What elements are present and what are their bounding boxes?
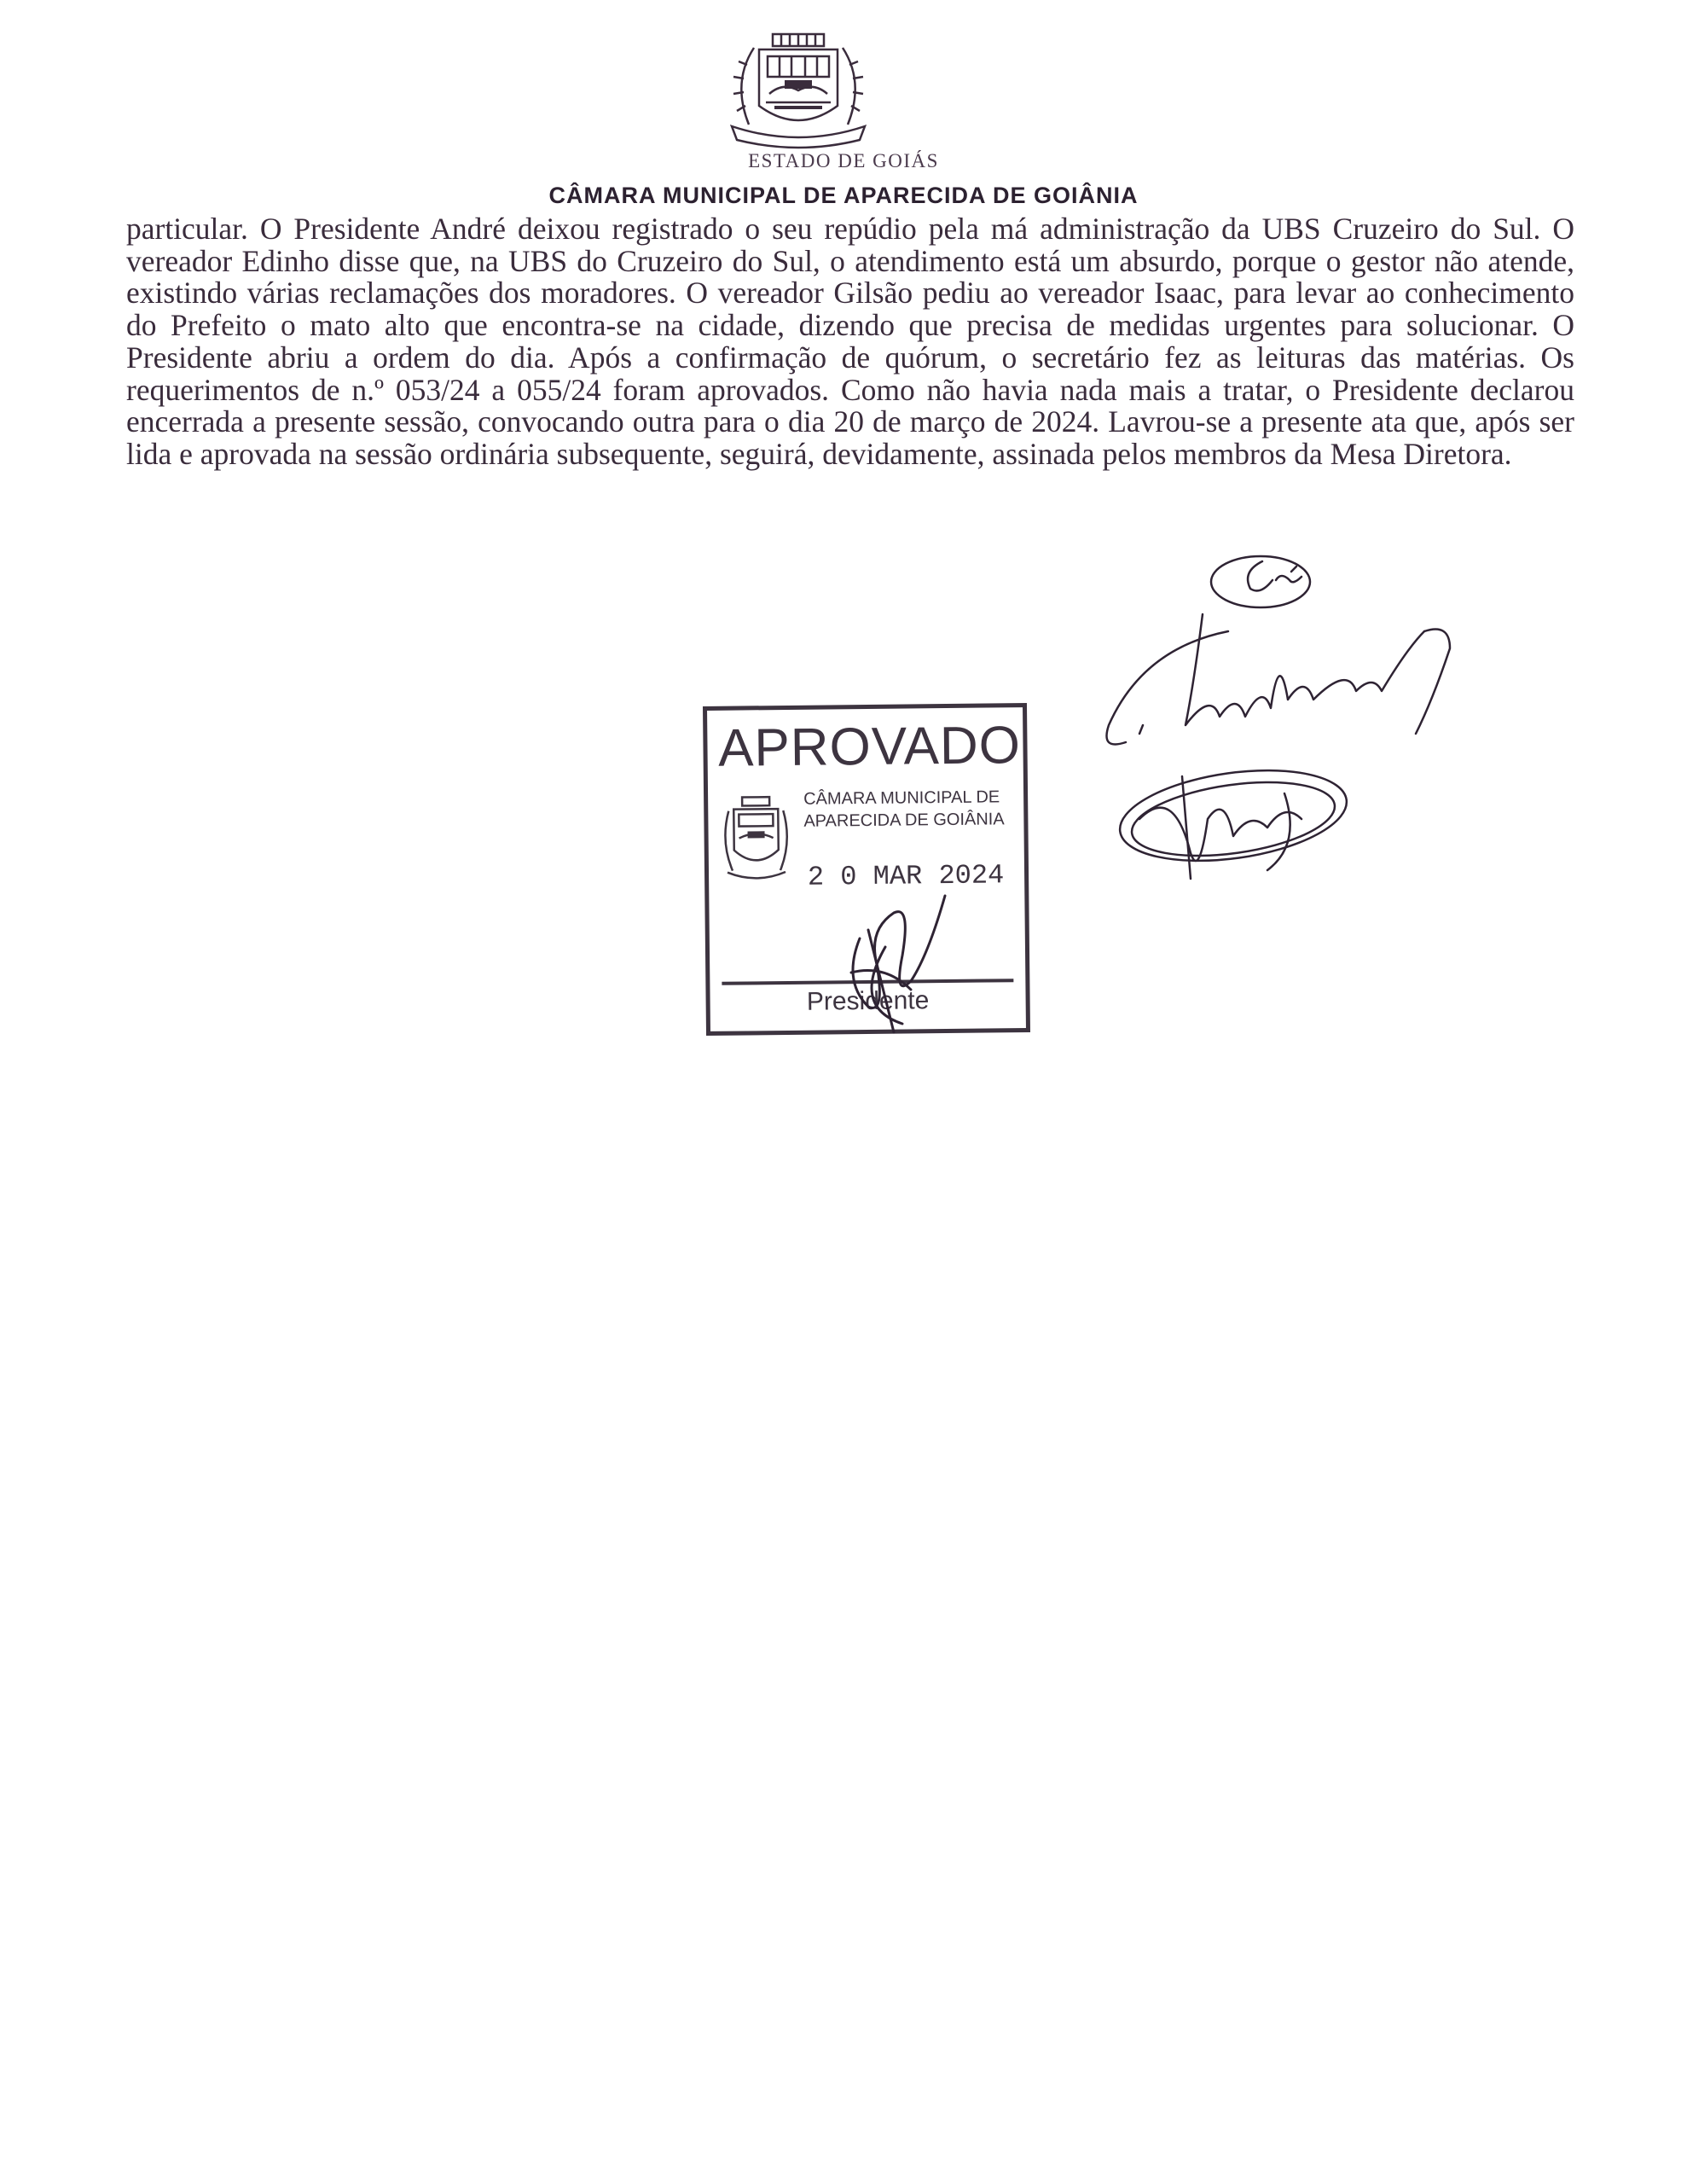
member-signature-cursive (1092, 597, 1484, 759)
chamber-name: CÂMARA MUNICIPAL DE APARECIDA DE GOIÂNIA (548, 183, 1139, 208)
stamp-date: 2 0 MAR 2024 (807, 859, 1005, 893)
stamp-crest-icon (722, 793, 791, 888)
stamp-role: Presidente (806, 986, 930, 1016)
stamp-org-line1: CÂMARA MUNICIPAL DE (803, 787, 1000, 809)
president-signature (834, 879, 962, 1041)
municipal-crest-icon (706, 31, 890, 150)
stamp-org-line2: APARECIDA DE GOIÂNIA (803, 810, 1005, 831)
stamp-title: APROVADO (717, 716, 1022, 778)
stamp-organization (803, 786, 1028, 833)
member-signature-flourish (1105, 759, 1353, 887)
minutes-paragraph: particular. O Presidente André deixou registrado o seu repúdio pela má administração da UBS Cruzeiro do Sul. O vereador Edinho disse que, na UBS do Cruzeiro do Sul, o atendimento está um absurdo, porque o gestor não atende, existindo várias reclamações dos moradores. O vereador Gilsão pediu ao vereador Isaac, para levar ao conhecimento do Prefeito o mato alto que encontra-se na cidade, dizendo que precisa de medidas urgentes para solucionar. O Presidente abriu a ordem do dia. Após a confirmação de quórum, o secretário fez as leituras das matérias. Os requerimentos de n.º 053/24 a 055/24 foram aprovados. Como não havia nada mais a tratar, o Presidente declarou encerrada a presente sessão, convocando outra para o dia 20 de março de 2024. Lavrou-se a presente ata que, após ser lida e aprovada na sessão ordinária subsequente, seguirá, devidamente, assinada pelos membros da Mesa Diretora. (126, 212, 1574, 471)
state-name: ESTADO DE GOIÁS (748, 150, 939, 171)
